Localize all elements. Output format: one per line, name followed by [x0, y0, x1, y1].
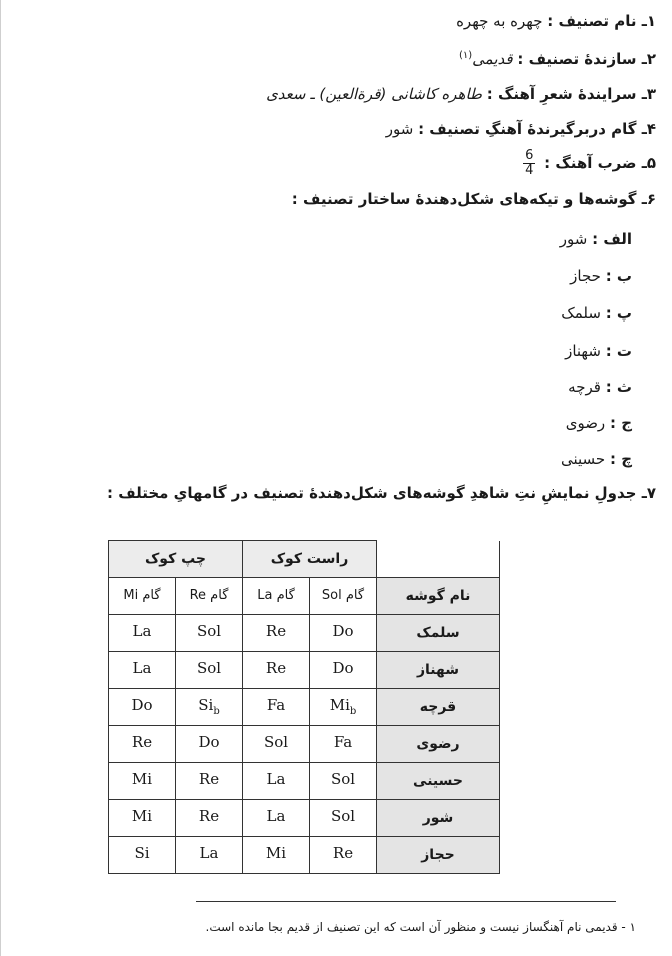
note-cell [243, 651, 310, 688]
gushe-name: شور [559, 230, 588, 248]
note-text: Mi [131, 807, 153, 825]
footnote-divider [196, 901, 616, 902]
note-cell [176, 725, 243, 762]
note-cell [310, 725, 377, 762]
gushe-name: حجاز [570, 267, 601, 285]
item-song-name [456, 10, 656, 32]
note-text: Re [265, 622, 287, 640]
item-value: قدیمی [472, 50, 513, 68]
gushe-list-item [561, 302, 632, 324]
note-text: Mi [131, 770, 153, 788]
column-header-gushe-name: نام گوشه [377, 577, 500, 614]
gushe-name: سلمک [561, 304, 601, 322]
note-text: Re [198, 770, 220, 788]
note-cell [109, 614, 176, 651]
time-signature [523, 149, 535, 178]
gushe-name-cell: قرچه [377, 688, 500, 725]
note-text: Mi [329, 696, 350, 714]
table-row [109, 725, 500, 762]
gushe-key: چ : [609, 450, 632, 468]
note-cell [176, 799, 243, 836]
column-header: گام Re [176, 577, 243, 614]
note-cell [176, 688, 243, 725]
note-text: Si [134, 844, 150, 862]
note-text: Re [265, 659, 287, 677]
note-text: La [266, 770, 286, 788]
note-text: La [132, 622, 152, 640]
group-header-left-tuning: چپ کوک [109, 541, 243, 578]
item-table-heading [107, 482, 656, 504]
note-text: Do [332, 659, 354, 677]
table-header-row [109, 577, 500, 614]
item-meter [523, 148, 656, 178]
table-row [109, 614, 500, 651]
gushe-name-cell: حسینی [377, 762, 500, 799]
column-header: گام La [243, 577, 310, 614]
note-cell [310, 762, 377, 799]
note-text: La [132, 659, 152, 677]
note-text: Sol [196, 622, 222, 640]
note-cell [243, 799, 310, 836]
item-value: شور [385, 120, 414, 138]
item-value: چهره به چهره [456, 12, 543, 30]
note-cell [243, 762, 310, 799]
note-cell [109, 762, 176, 799]
note-text: Sol [263, 733, 289, 751]
gushe-key: ث : [605, 378, 632, 396]
note-cell [109, 651, 176, 688]
note-text: Fa [266, 696, 286, 714]
item-lyricist [266, 83, 656, 105]
gushe-list-item [560, 228, 632, 250]
gushe-list-item [565, 340, 632, 362]
note-text: La [199, 844, 219, 862]
note-text: Fa [333, 733, 353, 751]
note-text: Sol [330, 770, 356, 788]
gushe-name: حسینی [560, 450, 606, 468]
note-text: Re [131, 733, 153, 751]
group-header-right-tuning: راست کوک [243, 541, 377, 578]
footnote-marker: (۱) [458, 50, 473, 61]
gushe-name-cell: حجاز [377, 836, 500, 873]
gushe-list-item [561, 448, 632, 470]
gushe-key: ب : [605, 267, 632, 285]
note-cell [243, 688, 310, 725]
note-cell [176, 836, 243, 873]
table-row [109, 762, 500, 799]
table-group-header-row [109, 541, 500, 578]
note-text: Re [332, 844, 354, 862]
note-cell [109, 799, 176, 836]
gushe-name: قرچه [568, 378, 601, 396]
flat-mark: b [213, 706, 220, 717]
item-label: ۵ـ ضرب آهنگ : [544, 154, 656, 172]
gushe-key: ت : [605, 342, 632, 360]
item-label: ۳ـ سرایندهٔ شعرِ آهنگ : [486, 85, 656, 103]
table-row [109, 651, 500, 688]
gushe-key: الف : [592, 230, 632, 248]
gushe-key: ج : [609, 414, 632, 432]
item-composer [459, 45, 656, 70]
note-text: Mi [265, 844, 287, 862]
note-cell [310, 799, 377, 836]
note-cell [176, 651, 243, 688]
note-cell [109, 725, 176, 762]
item-label: ۲ـ سازندهٔ تصنیف : [517, 50, 656, 68]
note-text: La [266, 807, 286, 825]
item-scale [386, 118, 656, 140]
gushe-name-cell: سلمک [377, 614, 500, 651]
item-value: طاهره کاشانی (قرةالعین) ـ سعدی [266, 85, 482, 103]
note-cell [243, 836, 310, 873]
gushe-list-item [566, 412, 632, 434]
note-cell [310, 614, 377, 651]
item-label: ۷ـ جدولِ نمایشِ نتِ شاهدِ گوشه‌های شکل‌دهندهٔ تصنیف در گامهایِ مختلف : [106, 484, 656, 502]
note-cell [109, 836, 176, 873]
note-text: Re [198, 807, 220, 825]
note-text: Si [198, 696, 214, 714]
time-numerator: 6 [525, 148, 534, 163]
column-header: گام Mi [109, 577, 176, 614]
gushe-name-cell: رضوی [377, 725, 500, 762]
note-cell [243, 614, 310, 651]
gushe-list-item [568, 376, 632, 398]
gushe-name: رضوی [565, 414, 606, 432]
flat-mark: b [349, 706, 357, 717]
note-cell [176, 614, 243, 651]
note-cell [243, 725, 310, 762]
note-cell [310, 688, 377, 725]
table-row [109, 836, 500, 873]
note-cell [176, 762, 243, 799]
page-edge [0, 0, 1, 956]
item-label: ۴ـ گام دربرگیرندهٔ آهنگِ تصنیف : [418, 120, 656, 138]
footnote: ۱ - قدیمی نام آهنگساز نیست و منظور آن است که این تصنیف از قدیم بجا مانده است. [205, 920, 636, 934]
table-row [109, 799, 500, 836]
witness-notes-table [108, 540, 500, 874]
time-denominator: 4 [525, 163, 534, 178]
note-text: Do [332, 622, 354, 640]
gushe-list-item [570, 265, 632, 287]
note-cell [310, 651, 377, 688]
item-sections-heading [292, 188, 656, 210]
item-label: ۶ـ گوشه‌ها و تیکه‌های شکل‌دهندهٔ ساختار تصنیف : [291, 190, 656, 208]
note-cell [109, 688, 176, 725]
table-corner-blank [377, 541, 500, 578]
note-text: Sol [330, 807, 356, 825]
gushe-name-cell: شهناز [377, 651, 500, 688]
table-row [109, 688, 500, 725]
gushe-name: شهناز [565, 342, 601, 360]
note-cell [310, 836, 377, 873]
note-text: Do [131, 696, 153, 714]
item-label: ۱ـ نام تصنیف : [547, 12, 656, 30]
gushe-key: پ : [605, 304, 632, 322]
note-text: Do [198, 733, 220, 751]
note-text: Sol [196, 659, 222, 677]
column-header: گام Sol [310, 577, 377, 614]
gushe-name-cell: شور [377, 799, 500, 836]
